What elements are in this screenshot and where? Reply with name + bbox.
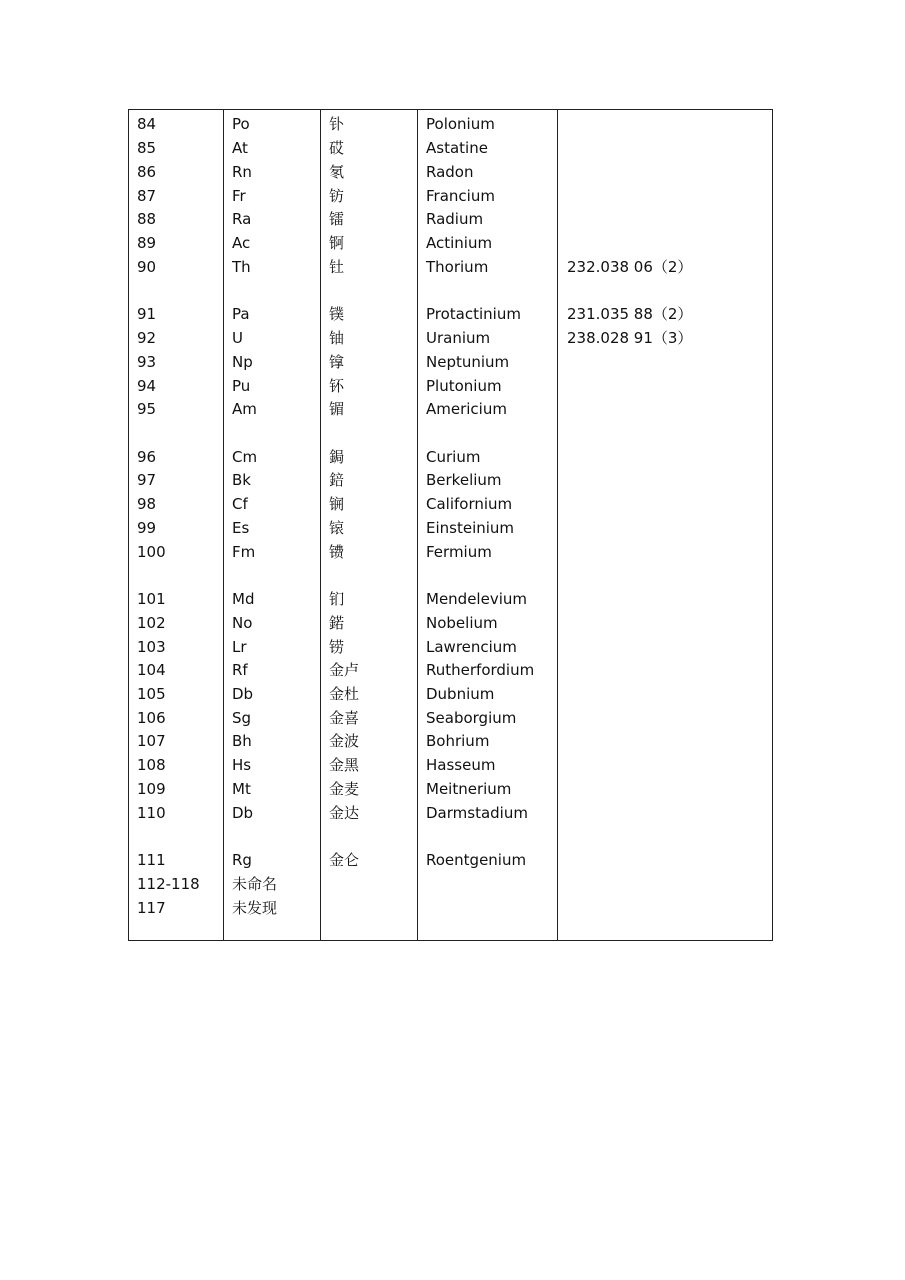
element-chinese-name: 铹: [329, 638, 345, 656]
element-number: 107: [137, 732, 166, 750]
element-number: 92: [137, 329, 157, 347]
element-symbol: Ra: [232, 210, 252, 228]
table-row: [129, 516, 772, 540]
table-row: [129, 350, 772, 374]
element-symbol: 未发现: [232, 899, 278, 917]
element-english-name: Seaborgium: [426, 709, 517, 727]
element-number: 117: [137, 899, 166, 917]
element-chinese-name: 錇: [329, 471, 345, 489]
element-number: 88: [137, 210, 157, 228]
element-english-name: Lawrencium: [426, 638, 517, 656]
element-chinese-name: 金麦: [329, 780, 360, 798]
element-chinese-name: 金喜: [329, 709, 360, 727]
element-symbol: Mt: [232, 780, 251, 798]
element-english-name: Fermium: [426, 543, 492, 561]
element-symbol: Db: [232, 685, 254, 703]
element-chinese-name: 金达: [329, 804, 360, 822]
element-number: 109: [137, 780, 166, 798]
table-row: [129, 184, 772, 208]
element-symbol: Am: [232, 400, 257, 418]
element-number: 112-118: [137, 875, 200, 893]
element-symbol: Cm: [232, 448, 258, 466]
table-row: [129, 326, 772, 350]
element-table: [128, 109, 773, 941]
element-chinese-name: 铀: [329, 329, 345, 347]
table-row: [129, 611, 772, 635]
element-symbol: At: [232, 139, 248, 157]
element-number: 108: [137, 756, 166, 774]
element-symbol: Ac: [232, 234, 251, 252]
table-row: [129, 445, 772, 469]
element-english-name: Radon: [426, 163, 474, 181]
element-chinese-name: 锕: [329, 234, 345, 252]
table-row: [129, 136, 772, 160]
table-row: [129, 492, 772, 516]
table-row: [129, 753, 772, 777]
table-row: [129, 397, 772, 421]
element-number: 104: [137, 661, 166, 679]
element-english-name: Thorium: [426, 258, 489, 276]
element-number: 100: [137, 543, 166, 561]
element-symbol: Pa: [232, 305, 250, 323]
element-symbol: Bk: [232, 471, 251, 489]
element-number: 87: [137, 187, 157, 205]
element-chinese-name: 锿: [329, 519, 345, 537]
element-chinese-name: 钍: [329, 258, 345, 276]
table-row: [129, 231, 772, 255]
table-row: [129, 872, 772, 896]
element-chinese-name: 金仑: [329, 851, 360, 869]
element-symbol: 未命名: [232, 875, 278, 893]
table-row: [129, 801, 772, 825]
element-english-name: Hasseum: [426, 756, 496, 774]
element-chinese-name: 镎: [329, 353, 345, 371]
element-english-name: Neptunium: [426, 353, 510, 371]
element-symbol: Sg: [232, 709, 252, 727]
element-symbol: Po: [232, 115, 250, 133]
element-chinese-name: 钚: [329, 377, 345, 395]
table-row: [129, 587, 772, 611]
table-row: [129, 540, 772, 564]
element-symbol: No: [232, 614, 253, 632]
element-chinese-name: 金卢: [329, 661, 360, 679]
element-number: 101: [137, 590, 166, 608]
element-atomic-mass: 238.028 91（3）: [567, 329, 693, 347]
element-symbol: Es: [232, 519, 250, 537]
element-number: 105: [137, 685, 166, 703]
table-row: [129, 658, 772, 682]
element-english-name: Uranium: [426, 329, 491, 347]
element-english-name: Darmstadium: [426, 804, 528, 822]
element-chinese-name: 鋦: [329, 448, 345, 466]
element-english-name: Einsteinium: [426, 519, 515, 537]
table-row: [129, 635, 772, 659]
element-chinese-name: 锎: [329, 495, 345, 513]
element-symbol: Rf: [232, 661, 248, 679]
element-chinese-name: 镅: [329, 400, 345, 418]
element-english-name: Meitnerium: [426, 780, 512, 798]
element-number: 97: [137, 471, 157, 489]
table-row: [129, 682, 772, 706]
element-english-name: Bohrium: [426, 732, 490, 750]
table-row: [129, 848, 772, 872]
element-english-name: Curium: [426, 448, 481, 466]
element-symbol: Lr: [232, 638, 247, 656]
element-number: 86: [137, 163, 157, 181]
element-english-name: Protactinium: [426, 305, 521, 323]
element-chinese-name: 金波: [329, 732, 360, 750]
element-atomic-mass: 232.038 06（2）: [567, 258, 693, 276]
element-english-name: Astatine: [426, 139, 488, 157]
element-chinese-name: 氡: [329, 163, 345, 181]
element-symbol: Db: [232, 804, 254, 822]
element-number: 98: [137, 495, 157, 513]
element-symbol: Np: [232, 353, 253, 371]
element-english-name: Mendelevium: [426, 590, 527, 608]
element-chinese-name: 钋: [329, 115, 345, 133]
element-chinese-name: 金黑: [329, 756, 360, 774]
element-english-name: Rutherfordium: [426, 661, 535, 679]
element-number: 106: [137, 709, 166, 727]
table-row: [129, 729, 772, 753]
element-chinese-name: 钫: [329, 187, 345, 205]
table-row: [129, 207, 772, 231]
element-chinese-name: 镤: [329, 305, 345, 323]
element-symbol: Rn: [232, 163, 252, 181]
element-english-name: Nobelium: [426, 614, 498, 632]
element-symbol: Rg: [232, 851, 252, 869]
element-english-name: Roentgenium: [426, 851, 527, 869]
element-chinese-name: 砹: [329, 139, 345, 157]
table-row: [129, 468, 772, 492]
element-symbol: Cf: [232, 495, 248, 513]
table-row: [129, 706, 772, 730]
element-english-name: Berkelium: [426, 471, 502, 489]
element-symbol: Md: [232, 590, 255, 608]
table-row: [129, 160, 772, 184]
element-english-name: Plutonium: [426, 377, 502, 395]
table-row: [129, 896, 772, 920]
element-chinese-name: 钔: [329, 590, 345, 608]
table-row: [129, 255, 772, 279]
element-symbol: Fr: [232, 187, 246, 205]
element-chinese-name: 鍩: [329, 614, 345, 632]
table-row: [129, 302, 772, 326]
element-english-name: Polonium: [426, 115, 495, 133]
element-number: 111: [137, 851, 166, 869]
table-row: [129, 112, 772, 136]
element-symbol: Th: [232, 258, 251, 276]
element-number: 94: [137, 377, 157, 395]
element-chinese-name: 金杜: [329, 685, 360, 703]
element-number: 84: [137, 115, 157, 133]
element-english-name: Americium: [426, 400, 507, 418]
element-chinese-name: 镭: [329, 210, 345, 228]
element-symbol: Bh: [232, 732, 252, 750]
element-symbol: Pu: [232, 377, 251, 395]
element-symbol: Fm: [232, 543, 256, 561]
element-number: 103: [137, 638, 166, 656]
element-number: 95: [137, 400, 157, 418]
element-english-name: Actinium: [426, 234, 493, 252]
table-row: [129, 374, 772, 398]
element-english-name: Californium: [426, 495, 513, 513]
element-number: 102: [137, 614, 166, 632]
element-number: 85: [137, 139, 157, 157]
element-atomic-mass: 231.035 88（2）: [567, 305, 693, 323]
element-number: 110: [137, 804, 166, 822]
element-english-name: Radium: [426, 210, 484, 228]
element-symbol: U: [232, 329, 243, 347]
element-number: 91: [137, 305, 157, 323]
element-symbol: Hs: [232, 756, 252, 774]
element-number: 99: [137, 519, 157, 537]
element-chinese-name: 镄: [329, 543, 345, 561]
element-english-name: Dubnium: [426, 685, 495, 703]
element-number: 90: [137, 258, 157, 276]
element-number: 96: [137, 448, 157, 466]
table-row: [129, 777, 772, 801]
element-number: 93: [137, 353, 157, 371]
element-english-name: Francium: [426, 187, 495, 205]
element-number: 89: [137, 234, 157, 252]
